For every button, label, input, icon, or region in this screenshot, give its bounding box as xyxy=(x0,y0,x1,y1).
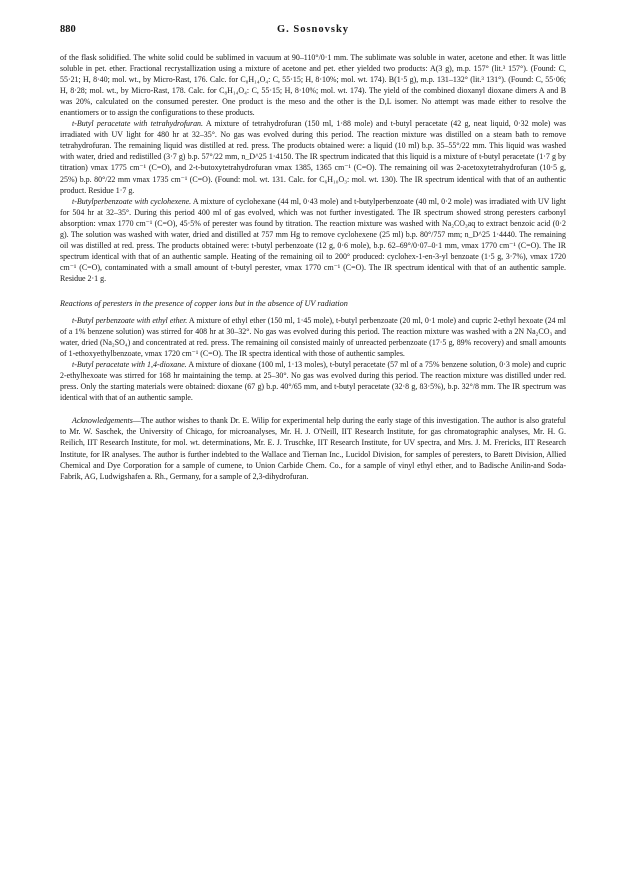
paragraph-lead: t-Butyl peracetate with 1,4-dioxane. xyxy=(72,360,187,370)
paragraph-lead: t-Butylperbenzoate with cyclohexene. xyxy=(72,196,192,206)
paragraph-lead: t-Butyl perbenzoate with ethyl ether. xyxy=(72,315,188,325)
running-header xyxy=(60,24,566,40)
running-author: G. Sosnovsky xyxy=(276,24,350,35)
page-number: 880 xyxy=(60,24,76,35)
paragraph-text: A mixture of ethyl ether (150 ml, 1·45 mole), t-butyl perbenzoate (20 ml, 0·1 mole) and cupric 2-ethyl hexoate (24 ml of a 1% benzene solution) was stirred for 408 hr at 30–32°. No gas was evolved during this period. The reaction mixture was washed with a 2N Na₂CO₃ and water, dried (Na₂SO₄) and concentrated at red. press. The remaining oil consisted mainly of unreacted perbenzoate (17·5 g, 89% recovery) and small amounts of 1-ethoxyethylbenzoate, νmax 1720 cm⁻¹ (C=O). The IR spectra identical with those of authentic samples. xyxy=(60,315,566,359)
paragraph-sublimation xyxy=(60,52,566,118)
paragraph-perbenzoate-cyclohexene xyxy=(60,196,566,284)
paper-page xyxy=(60,24,566,482)
acknowledgements-text: —The author wishes to thank Dr. E. Wilip for experimental help during the early stage of this investigation. The author is also grateful to Mr. W. Saschek, the University of Chicago, for microanalyses, Mr. H. J. O'Neill, IIT Research Institute, for gas chromatographic analyses, Mr. H. G. Reilich, IIT Research Institute, for mol. wt. determinations, Mr. E. J. Truschke, IIT Research Institute, for UV spectra, and Mrs. J. M. Frericks, IIT Research Institute, for IR analyses. The author is further indebted to the Wallace and Tiernan Inc., Lucidol Division, for samples of peresters, to Barett Division, Allied Chemical and Dye Corporation for a sample of cumene, to Union Carbide Chem. Co., for a sample of vinyl ethyl ether, and to Badische Anilin-and Soda-Fabrik, AG, Ludwigshafen a. Rh., Germany, for a sample of 2,3-dihydrofuran. xyxy=(60,416,566,481)
paragraph-text: A mixture of tetrahydrofuran (150 ml, 1·88 mole) and t-butyl peracetate (42 g, neat liquid, 0·32 mole) was irradiated with UV light for 480 hr at 32–35°. No gas was evolved during this period. The reaction mixture was distilled on a steam bath to remove tetrahydrofuran. The remaining liquid was distilled at red. press. The products obtained were: a liquid (10 ml) b.p. 35–55°/22 mm. This liquid was washed with water, dried and redistilled (3·7 g) b.p. 57°/22 mm, n_D^25 1·4150. The IR spectrum indicated that this liquid is a mixture of t-butyl peracetate (1·7 g by titration) νmax 1775 cm⁻¹ (C=O), and 2-t-butoxytetrahydrofuran νmax 1385, 1365 cm⁻¹ (C=O). The remaining oil was 2-acetoxytetrahydrofuran (10·5 g, 25%) b.p. 80°/22 mm νmax 1735 cm⁻¹ (C=O). (Found: mol. wt. 131. Calc. for C₆H₁₀O₃: mol. wt. 130). The IR spectrum identical with that of an authentic product. Residue 1·7 g. xyxy=(60,119,567,195)
spacer xyxy=(60,403,566,415)
paragraph-text: of the flask solidified. The white solid could be sublimed in vacuum at 90–110°/0·1 mm. The sublimate was soluble in water, acetone and ether. It was little soluble in pet. ether. Fractional recrystallization using a mixture of acetone and pet. ether yielded two products: A(3 g), m.p. 157° (lit.³ 157°). (Found: C, 55·21; H, 8·40; mol. wt., by Micro-Rast, 176. Calc. for C₈H₁₄O₄: C, 55·15; H, 8·10%; mol. wt. 174). B(1·5 g), m.p. 131–132° (lit.³ 131°). (Found: C, 55·06; H, 8·28; mol. wt., by Micro-Rast, 178. Calc. for C₈H₁₄O₄: C, 55·15; H, 8·10%; mol. wt. 174). The yield of the combined dioxanyl dioxane dimers A and B was 20%, calculated on the consumed perester. One product is the meso and the other is the D,L isomer. No attempt was made either to resolve the enantiomers or to assign the configurations to these products. xyxy=(60,53,566,118)
paragraph-text: A mixture of cyclohexane (44 ml, 0·43 mole) and t-butylperbenzoate (40 ml, 0·2 mole) was irradiated with UV light for 504 hr at 32–35°. During this period 400 ml of gas evolved, which was not further investigated. The IR spectrum showed strong peresters carbonyl absorption: νmax 1770 cm⁻¹ (C=O), 45·5% of perester was found by titration. The reaction mixture was washed with Na₂CO₃aq to extract benzoic acid (0·2 g). The solution was washed with water, dried and distilled at 757 mm Hg to remove cyclohexene (25 ml) b.p. 80°/757 mm; n_D^25 1·4440. The remaining oil was distilled at red. press. The products obtained were: t-butyl perbenzoate (12 g, 0·6 mole), b.p. 62–69°/0·07–0·1 mm, νmax 1770 cm⁻¹ (C=O). The IR spectrum identical with that of an authentic sample. Heating of the remaining oil to 200° produced: cyclohex-1-en-3-yl benzoate (1·5 g, 3·7%), νmax 1720 cm⁻¹ (C=O), contaminated with a small amount of t-butyl perester, νmax 1770 cm⁻¹ (C=O). The IR spectrum identical with that of an authentic sample. Residue 2·1 g. xyxy=(60,196,566,283)
paragraph-peracetate-dioxane xyxy=(60,359,566,403)
paragraph-text: A mixture of dioxane (100 ml, 1·13 moles), t-butyl peracetate (57 ml of a 75% benzene solution, 0·3 mole) and cupric 2-ethylhexoate was stirred for 168 hr maintaining the temp. at 25–30°. No gas was evolved during this period. The reaction mixture was distilled under red. press. Only the starting materials were obtained: dioxane (67 g) b.p. 40°/65 mm, and t-butyl peracetate (32·8 g, 83·5%), b.p. 32°/8 mm. The IR spectrum was identical with that of an authentic sample. xyxy=(60,360,566,403)
paragraph-perbenzoate-ether xyxy=(60,315,566,359)
paragraph-lead: t-Butyl peracetate with tetrahydrofuran. xyxy=(72,119,204,129)
acknowledgements-paragraph xyxy=(60,415,566,481)
acknowledgements-heading: Acknowledgements xyxy=(72,416,133,426)
paragraph-peracetate-thf xyxy=(60,118,566,195)
section-title: Reactions of peresters in the presence of copper ions but in the absence of UV radiation xyxy=(60,298,348,308)
